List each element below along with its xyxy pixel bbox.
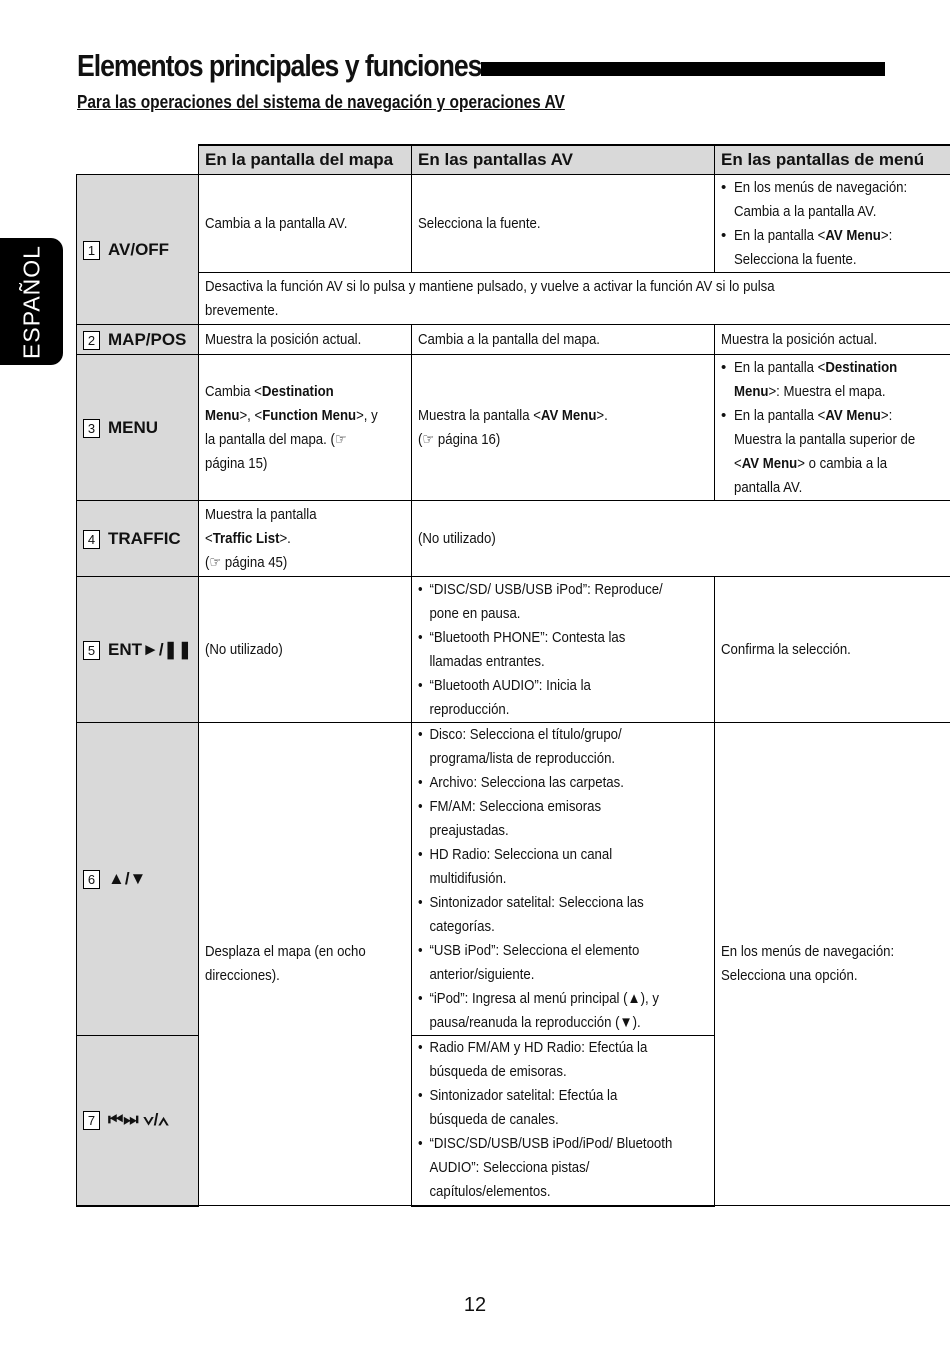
list-item: • FM/AM: Selecciona emisoras preajustadas. xyxy=(418,795,673,843)
menu-cell xyxy=(715,175,950,273)
menu-cell: Confirma la selección. xyxy=(715,577,950,723)
av-cell: Muestra la pantalla <AV Menu>. (☞ página 16) xyxy=(412,355,715,501)
av-cell xyxy=(412,723,715,1036)
av-cell xyxy=(412,577,715,723)
key-cell: 7 ⏮⏭ ∨/∧ xyxy=(77,1036,199,1206)
key-cell: 5 ENT►/❚❚ xyxy=(77,577,199,723)
header-map: En la pantalla del mapa xyxy=(199,145,412,175)
map-cell: (No utilizado) xyxy=(199,577,412,723)
functions-table xyxy=(76,144,950,1207)
list-item: • Archivo: Selecciona las carpetas. xyxy=(418,771,673,795)
button-name: AV/OFF xyxy=(108,239,170,259)
list-item: • En la pantalla <Destination Menu>: Muestra el mapa. xyxy=(721,356,950,404)
av-cell xyxy=(412,1036,715,1206)
list-item: • En la pantalla <AV Menu>: Selecciona la fuente. xyxy=(721,224,950,272)
list-item: • Disco: Selecciona el título/grupo/ programa/lista de reproducción. xyxy=(418,723,673,771)
menu-cell: En los menús de navegación: Selecciona una opción. xyxy=(715,723,950,1206)
title-rule xyxy=(481,62,885,76)
page-title: Elementos principales y funciones xyxy=(77,48,482,83)
menu-cell xyxy=(715,355,950,501)
list-item: • Sintonizador satelital: Selecciona las categorías. xyxy=(418,891,673,939)
map-cell: Cambia <Destination Menu>, <Function Menu>, y la pantalla del mapa. (☞ página 15) xyxy=(199,355,412,501)
button-number: 1 xyxy=(83,241,100,260)
map-cell: Desplaza el mapa (en ocho direcciones). xyxy=(199,723,412,1206)
span-cell: Desactiva la función AV si lo pulsa y mantiene pulsado, y vuelve a activar la función AV si lo pulsa brevemente. xyxy=(199,273,950,325)
table-row xyxy=(77,273,950,325)
header-row xyxy=(77,145,950,175)
map-cell: Muestra la pantalla <Traffic List>. (☞ página 45) xyxy=(199,501,412,577)
av-cell: Cambia a la pantalla del mapa. xyxy=(412,325,715,355)
av-menu-cell: (No utilizado) xyxy=(412,501,950,577)
list-item: • HD Radio: Selecciona un canal multidifusión. xyxy=(418,843,673,891)
header-blank xyxy=(77,145,199,175)
table-row xyxy=(77,175,950,273)
map-cell: Muestra la posición actual. xyxy=(199,325,412,355)
page-subtitle: Para las operaciones del sistema de navegación y operaciones AV xyxy=(77,92,565,112)
language-tab xyxy=(0,238,63,365)
key-cell xyxy=(77,175,199,325)
list-item: • En los menús de navegación: Cambia a la pantalla AV. xyxy=(721,176,950,224)
key-cell: 3 MENU xyxy=(77,355,199,501)
list-item: • “USB iPod”: Selecciona el elemento anterior/siguiente. xyxy=(418,939,673,987)
list-item: • “DISC/SD/ USB/USB iPod”: Reproduce/ pone en pausa. xyxy=(418,578,673,626)
page-number: 12 xyxy=(463,1294,487,1316)
list-item: • “DISC/SD/USB/USB iPod/iPod/ Bluetooth AUDIO”: Selecciona pistas/ capítulos/elementos. xyxy=(418,1132,673,1204)
language-tab-label: ESPAÑOL xyxy=(18,244,44,359)
list-item: • En la pantalla <AV Menu>: Muestra la pantalla superior de <AV Menu> o cambia a la pantalla AV. xyxy=(721,404,950,500)
key-cell: 4 TRAFFIC xyxy=(77,501,199,577)
header-menu: En las pantallas de menú xyxy=(715,145,950,175)
table-row xyxy=(77,355,950,501)
table-row xyxy=(77,723,950,1036)
map-cell: Cambia a la pantalla AV. xyxy=(199,175,412,273)
table-row xyxy=(77,577,950,723)
table-row xyxy=(77,501,950,577)
key-cell: 6 ▲/▼ xyxy=(77,723,199,1036)
list-item: • Sintonizador satelital: Efectúa la búsqueda de canales. xyxy=(418,1084,673,1132)
list-item: • Radio FM/AM y HD Radio: Efectúa la búsqueda de emisoras. xyxy=(418,1036,673,1084)
key-cell: 2 MAP/POS xyxy=(77,325,199,355)
menu-cell: Muestra la posición actual. xyxy=(715,325,950,355)
table-row xyxy=(77,325,950,355)
list-item: • “Bluetooth AUDIO”: Inicia la reproducción. xyxy=(418,674,673,722)
list-item: • “iPod”: Ingresa al menú principal (▲), y pausa/reanuda la reproducción (▼). xyxy=(418,987,673,1035)
av-cell: Selecciona la fuente. xyxy=(412,175,715,273)
list-item: • “Bluetooth PHONE”: Contesta las llamadas entrantes. xyxy=(418,626,673,674)
header-av: En las pantallas AV xyxy=(412,145,715,175)
